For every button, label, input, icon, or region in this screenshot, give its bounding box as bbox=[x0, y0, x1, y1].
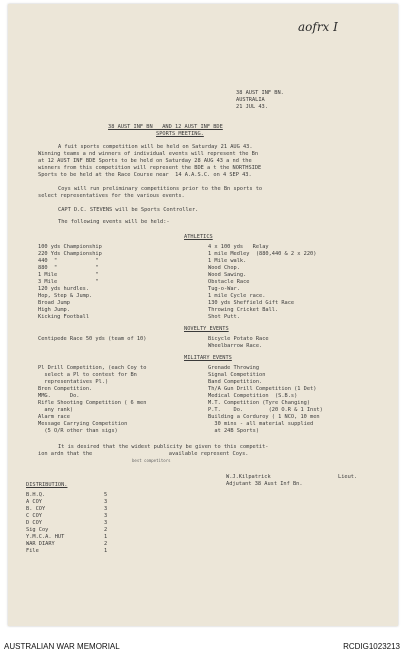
list-item: Grenade Throwing bbox=[208, 365, 260, 371]
para2-line: select representatives for the various events. bbox=[38, 193, 185, 199]
list-item: 30 mins - all material supplied bbox=[208, 421, 314, 427]
list-item: Rifle Shooting Competition ( 6 men bbox=[38, 400, 147, 406]
list-item: 440 " " bbox=[38, 258, 99, 264]
distribution-label: Sig Coy bbox=[26, 527, 49, 533]
list-item: representatives Pl.) bbox=[38, 379, 109, 385]
distribution-count: 2 bbox=[104, 527, 108, 533]
list-item: 880 " " bbox=[38, 265, 99, 271]
title-line-1: 38 AUST INF BN AND 12 AUST INF BDE bbox=[108, 124, 223, 130]
list-item: Shot Putt. bbox=[208, 314, 240, 320]
intro-line: Sports to be held at the Race Course near 14 A.A.S.C. on 4 SEP 43. bbox=[38, 172, 252, 178]
distribution-count: 2 bbox=[104, 541, 108, 547]
distribution-label: Y.M.C.A. HUT bbox=[26, 534, 65, 540]
list-item: 130 yds Sheffield Gift Race bbox=[208, 300, 295, 306]
list-item: 4 x 100 yds Relay bbox=[208, 244, 269, 250]
distribution-label: B. COY bbox=[26, 506, 46, 512]
distribution-count: 3 bbox=[104, 506, 108, 512]
list-item: 1 Mile " bbox=[38, 272, 99, 278]
list-item: at 24B Sports) bbox=[208, 428, 260, 434]
archive-footer bbox=[0, 628, 406, 654]
intro-line: winners from this competition will represent the BDE a t the NORTHSIDE bbox=[38, 165, 262, 171]
distribution-count: 5 bbox=[104, 492, 108, 498]
list-item: High Jump. bbox=[38, 307, 70, 313]
list-item: 100 yds Championship bbox=[38, 244, 102, 250]
list-item: Hop, Step & Jump. bbox=[38, 293, 93, 299]
list-item: M.T. Competition (Tyre Changing) bbox=[208, 400, 311, 406]
list-item: Bren Competition. bbox=[38, 386, 93, 392]
list-item: select a Pl to contest for Bn bbox=[38, 372, 137, 378]
handwritten-reference: aofrx I bbox=[298, 20, 338, 34]
header-date: 21 JUL 43. bbox=[236, 104, 268, 110]
distribution-count: 3 bbox=[104, 513, 108, 519]
list-item: (5 O/R other than sigs) bbox=[38, 428, 118, 434]
section-athletics: ATHLETICS bbox=[184, 234, 213, 240]
intro-line: at 12 AUST INF BDE Sports to be held on Saturday 28 AUG 43 a nd the bbox=[38, 158, 252, 164]
section-military: MILITARY EVENTS bbox=[184, 355, 232, 361]
list-item: Building a Corduroy ( 1 NCO, 10 men bbox=[208, 414, 320, 420]
closing-line: It is desired that the widest publicity be given to this competit- bbox=[58, 444, 269, 450]
list-item: 220 Yds Championship bbox=[38, 251, 102, 257]
list-item: Alarm race bbox=[38, 414, 70, 420]
distribution-label: B.H.Q. bbox=[26, 492, 46, 498]
signature-rank: Lieut. bbox=[338, 474, 358, 480]
closing-insert: best competitors bbox=[132, 458, 171, 463]
distribution-label: D COY bbox=[26, 520, 42, 526]
distribution-label: WAR DIARY bbox=[26, 541, 55, 547]
distribution-count: 3 bbox=[104, 499, 108, 505]
title-line-2: SPORTS MEETING. bbox=[156, 131, 204, 137]
distribution-label: A COY bbox=[26, 499, 42, 505]
distribution-heading: DISTRIBUTION. bbox=[26, 482, 68, 488]
list-item: Medical Competition (S.B.s) bbox=[208, 393, 298, 399]
distribution-count: 1 bbox=[104, 548, 108, 554]
distribution-label: File bbox=[26, 548, 39, 554]
header-place: AUSTRALIA bbox=[236, 97, 265, 103]
intro-line: Winning teams a nd winners of individual events will represent the Bn bbox=[38, 151, 259, 157]
list-item: MMG. Do. bbox=[38, 393, 80, 399]
list-item: 3 Mile " bbox=[38, 279, 99, 285]
list-item: 120 yds hurdles. bbox=[38, 286, 90, 292]
closing-line: ion ardn that the available represent Coys. bbox=[38, 451, 249, 457]
distribution-label: C COY bbox=[26, 513, 42, 519]
signature-role: Adjutant 38 Aust Inf Bn. bbox=[226, 481, 303, 487]
list-item: Throwing Cricket Ball. bbox=[208, 307, 279, 313]
intro-line: A fuit sports competition will be held on Saturday 21 AUG 43. bbox=[58, 144, 253, 150]
distribution-count: 3 bbox=[104, 520, 108, 526]
novelty-left: Centipede Race 50 yds (team of 10) bbox=[38, 336, 147, 342]
list-item: Pl Drill Competition, (each Coy to bbox=[38, 365, 147, 371]
distribution-count: 1 bbox=[104, 534, 108, 540]
list-item: Message Carrying Competition bbox=[38, 421, 128, 427]
document-sheet bbox=[8, 4, 398, 626]
list-item: Obstacle Race bbox=[208, 279, 250, 285]
list-item: Tug-o-War. bbox=[208, 286, 240, 292]
controller-line: CAPT D.C. STEVENS will be Sports Controller. bbox=[58, 207, 199, 213]
section-novelty: NOVELTY EVENTS bbox=[184, 326, 229, 332]
list-item: Signal Competition bbox=[208, 372, 266, 378]
list-item: 1 Mile walk. bbox=[208, 258, 247, 264]
para2-line: Coys will run preliminary competitions prior to the Bn sports to bbox=[58, 186, 263, 192]
novelty-right-item: Bicycle Potato Race bbox=[208, 336, 269, 342]
list-item: Broad Jump bbox=[38, 300, 70, 306]
footer-record-id: RCDIG1023213 bbox=[343, 642, 400, 651]
list-item: Kicking Football bbox=[38, 314, 90, 320]
list-item: P.T. Do. (20 O.R & 1 Inst) bbox=[208, 407, 323, 413]
list-item: Wood Chop. bbox=[208, 265, 240, 271]
footer-source: AUSTRALIAN WAR MEMORIAL bbox=[4, 642, 120, 651]
events-intro: The following events will be held:- bbox=[58, 219, 170, 225]
list-item: Wood Sawing. bbox=[208, 272, 247, 278]
list-item: any rank) bbox=[38, 407, 74, 413]
signature-name: W.J.Kilpatrick bbox=[226, 474, 271, 480]
list-item: Band Competition. bbox=[208, 379, 263, 385]
list-item: 1 mile Medley (880,440 & 2 x 220) bbox=[208, 251, 317, 257]
list-item: Th/A Gun Drill Competition (1 Det) bbox=[208, 386, 317, 392]
header-unit: 38 AUST INF BN. bbox=[236, 90, 284, 96]
list-item: 1 mile Cycle race. bbox=[208, 293, 266, 299]
novelty-right-item: Wheelbarrow Race. bbox=[208, 343, 263, 349]
